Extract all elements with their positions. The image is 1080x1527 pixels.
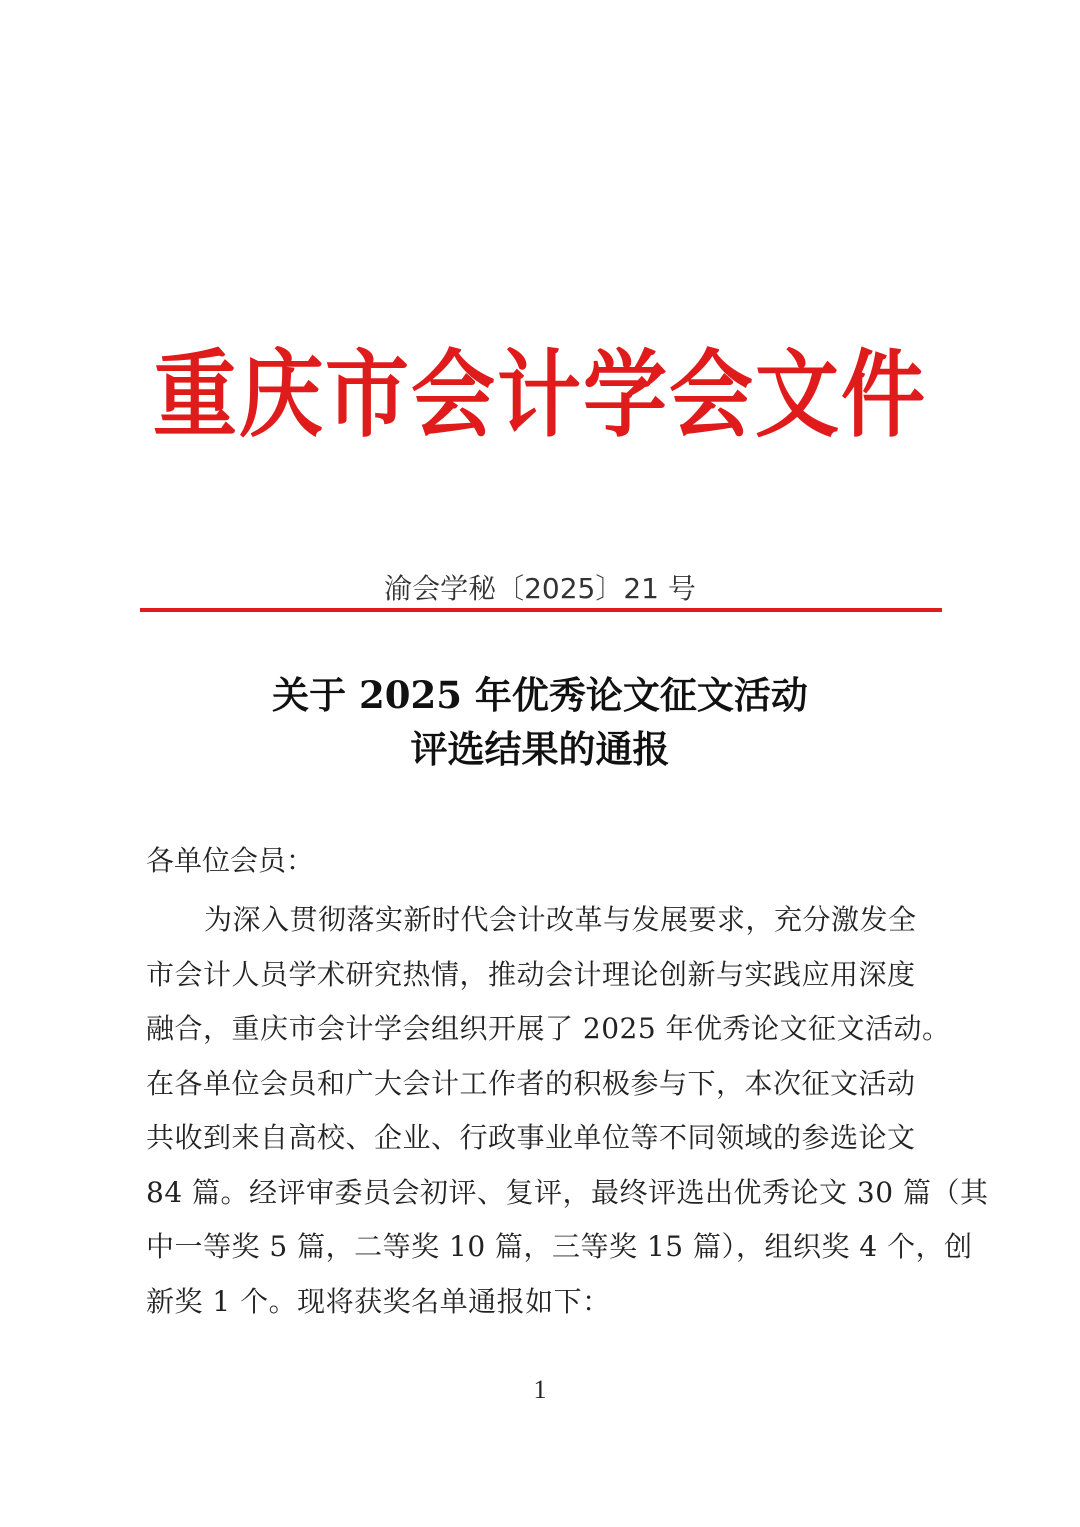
- title-line-2: 评选结果的通报: [410, 727, 670, 771]
- body-line: 在各单位会员和广大会计工作者的积极参与下，本次征文活动: [146, 1066, 916, 1100]
- red-divider-line: [140, 608, 942, 612]
- body-line: 84 篇。经评审委员会初评、复评，最终评选出优秀论文 30 篇（其: [146, 1175, 989, 1209]
- body-line: 共收到来自高校、企业、行政事业单位等不同领域的参选论文: [146, 1121, 916, 1154]
- salutation: 各单位会员：: [146, 844, 315, 877]
- document-number: 渝会学秘〔2025〕21 号: [384, 572, 696, 605]
- body-line: 融合，重庆市会计学会组织开展了 2025 年优秀论文征文活动。: [146, 1012, 951, 1045]
- body-line: 新奖 1 个。现将获奖名单通报如下：: [146, 1284, 611, 1318]
- document-title: [140, 668, 940, 776]
- document-masthead: 重庆市会计学会文件: [152, 340, 927, 450]
- body-line: 市会计人员学术研究热情，推动会计理论创新与实践应用深度: [146, 957, 916, 991]
- page-number: 1: [533, 1375, 547, 1404]
- body-line: 中一等奖 5 篇，二等奖 10 篇，三等奖 15 篇），组织奖 4 个，创: [146, 1230, 973, 1263]
- title-line-1: 关于 2025 年优秀论文征文活动: [272, 673, 808, 717]
- body-line: 为深入贯彻落实新时代会计改革与发展要求，充分激发全: [204, 903, 917, 936]
- body-paragraph: [146, 893, 989, 1329]
